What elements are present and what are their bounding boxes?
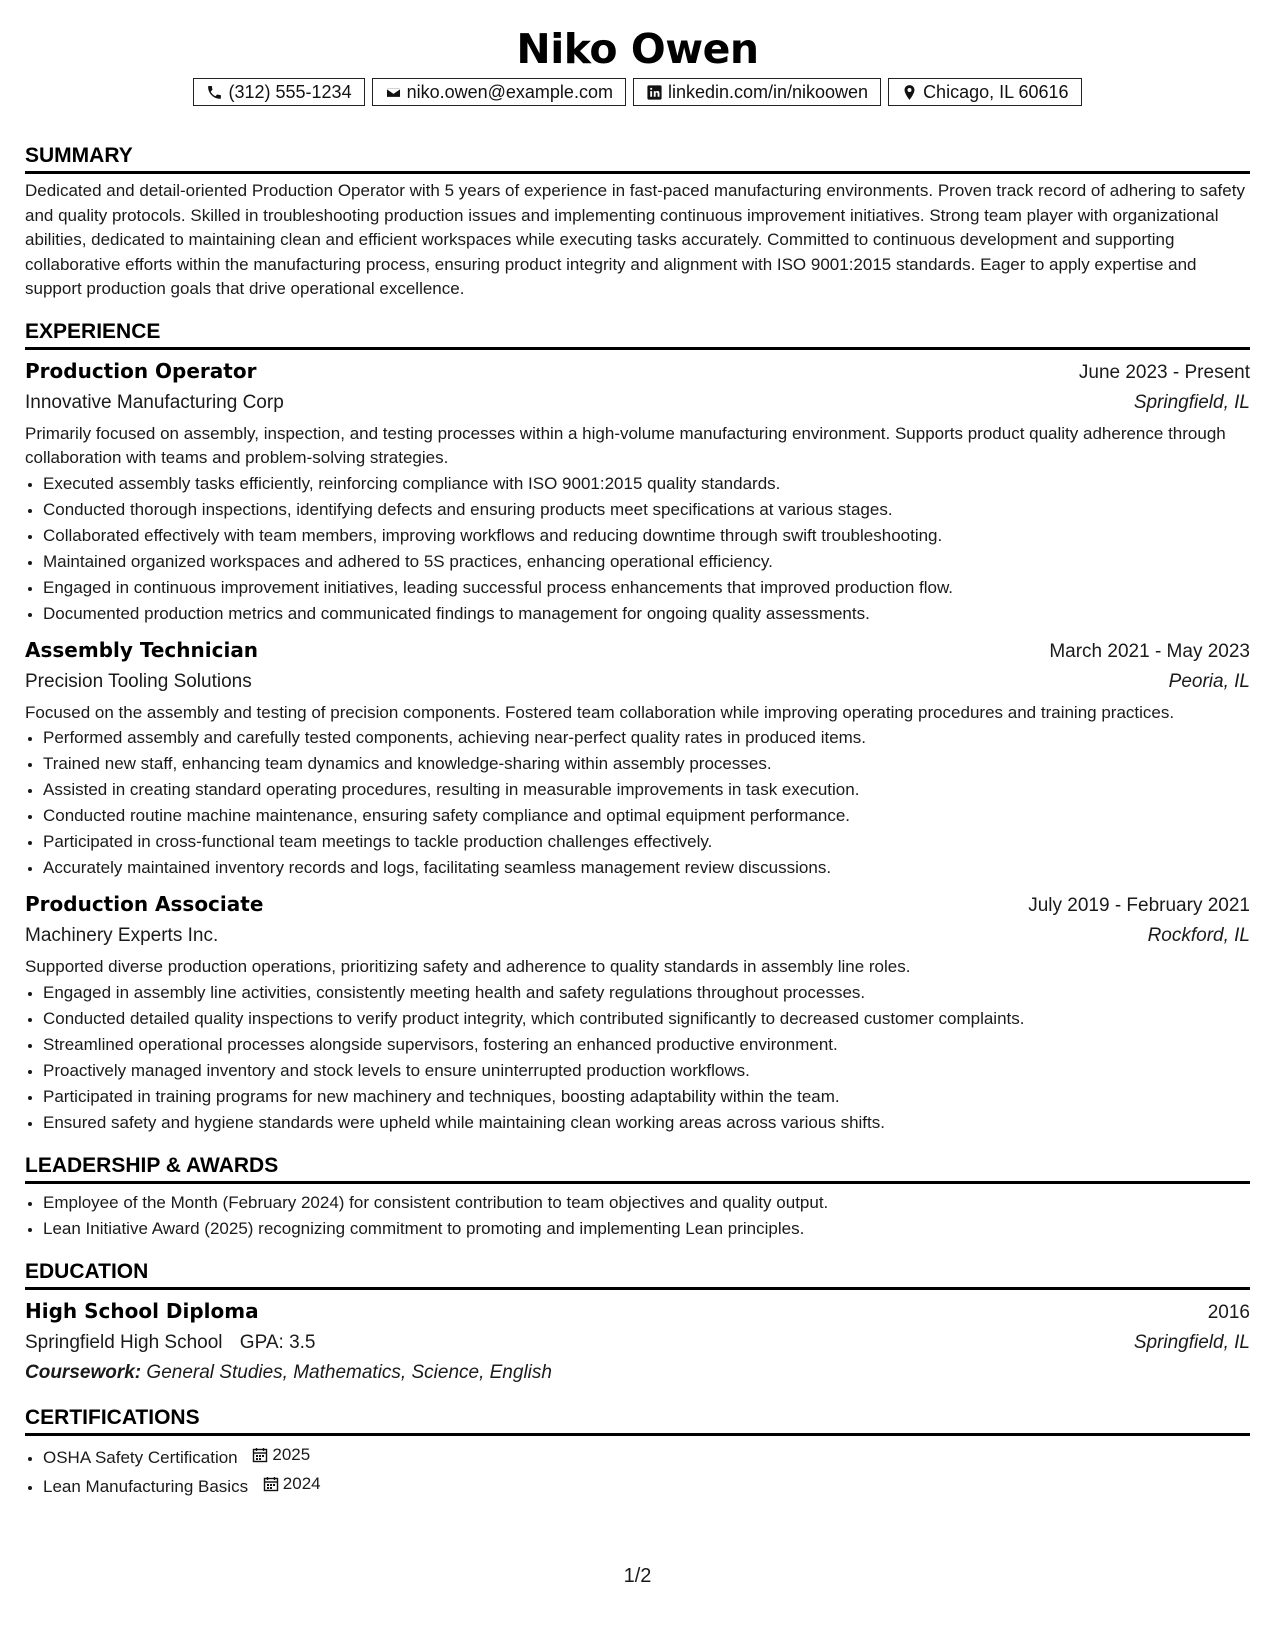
job-entry (25, 889, 1250, 1136)
job-bullets (25, 471, 1250, 627)
list-item: • Ensured safety and hygiene standards were upheld while maintaining clean working areas across various shifts. (43, 1110, 1250, 1136)
school-name: Springfield High School (25, 1331, 223, 1353)
gpa: GPA: 3.5 (239, 1331, 316, 1353)
list-item: • Maintained organized workspaces and adhered to 5S practices, enhancing operational efficiency. (43, 549, 1250, 575)
job-company: Precision Tooling Solutions (25, 670, 252, 692)
job-entry (25, 635, 1250, 882)
job-description: Supported diverse production operations, prioritizing safety and adherence to quality standards in assembly line roles. (25, 957, 911, 976)
list-item: • Executed assembly tasks efficiently, reinforcing compliance with ISO 9001:2015 quality standards. (43, 471, 1250, 497)
certification-year: 2025 (272, 1444, 311, 1464)
section-title-leadership: LEADERSHIP & AWARDS (25, 1150, 1250, 1184)
certification-year: 2024 (282, 1473, 321, 1493)
job-title: Production Associate (25, 892, 264, 916)
list-item: • Employee of the Month (February 2024) for consistent contribution to team objectives and quality output. (43, 1190, 1250, 1216)
list-item (43, 1471, 1250, 1500)
section-title-summary: SUMMARY (25, 140, 1250, 174)
envelope-icon (385, 84, 402, 101)
contact-phone[interactable] (193, 78, 364, 106)
leadership-section (25, 1150, 1250, 1242)
job-dates: June 2023 - Present (1078, 361, 1250, 383)
list-item: • Performed assembly and carefully tested components, achieving near-perfect quality rates in produced items. (43, 725, 1250, 751)
job-location: Rockford, IL (1147, 925, 1250, 946)
resume-page (25, 0, 1250, 1500)
job-entry (25, 356, 1250, 627)
coursework: General Studies, Mathematics, Science, English (146, 1361, 552, 1383)
calendar-icon (263, 1476, 279, 1492)
linkedin-icon (646, 84, 663, 101)
experience-section (25, 316, 1250, 1136)
list-item: • Conducted detailed quality inspections to verify product integrity, which contributed significantly to decreased customer complaints. (43, 1006, 1250, 1032)
job-bullets (25, 725, 1250, 881)
contact-phone-text: (312) 555-1234 (228, 81, 352, 102)
job-title: Assembly Technician (25, 637, 259, 662)
phone-icon (206, 84, 223, 101)
certification-name: OSHA Safety Certification (43, 1447, 238, 1467)
list-item: • Documented production metrics and communicated findings to management for ongoing quality assessments. (43, 601, 1250, 627)
candidate-name: Niko Owen (516, 25, 759, 73)
list-item: • Accurately maintained inventory records and logs, facilitating seamless management review discussions. (43, 855, 1250, 881)
job-dates: July 2019 - February 2021 (1028, 895, 1250, 916)
list-item: • Proactively managed inventory and stock levels to ensure uninterrupted production workflows. (43, 1058, 1250, 1084)
job-title: Production Operator (25, 358, 257, 383)
list-item: • Engaged in continuous improvement initiatives, leading successful process enhancements that improved production flow. (43, 575, 1250, 601)
list-item (43, 1442, 1250, 1471)
section-title-education: EDUCATION (25, 1256, 1250, 1290)
list-item: • Streamlined operational processes alongside supervisors, fostering an enhanced productive environment. (43, 1032, 1250, 1058)
job-company: Machinery Experts Inc. (25, 925, 219, 946)
list-item: • Assisted in creating standard operating procedures, resulting in measurable improvements in task execution. (43, 777, 1250, 803)
job-location: Peoria, IL (1168, 670, 1250, 692)
certifications-list (25, 1442, 1250, 1500)
degree: High School Diploma (25, 1298, 259, 1323)
contact-email-text: niko.owen@example.com (406, 81, 613, 102)
job-bullets (25, 980, 1250, 1136)
contact-bar (25, 78, 1250, 106)
list-item: • Participated in cross-functional team meetings to tackle production challenges effectively. (43, 829, 1250, 855)
list-item: • Collaborated effectively with team members, improving workflows and reducing downtime through swift troubleshooting. (43, 523, 1250, 549)
list-item: • Lean Initiative Award (2025) recognizing commitment to promoting and implementing Lean principles. (43, 1216, 1250, 1242)
calendar-icon (252, 1447, 268, 1463)
section-title-certifications: CERTIFICATIONS (25, 1402, 1250, 1436)
education-section (25, 1256, 1250, 1388)
contact-location[interactable] (888, 78, 1081, 106)
certifications-section (25, 1402, 1250, 1500)
contact-location-text: Chicago, IL 60616 (923, 81, 1069, 102)
page-number: 1/2 (623, 1565, 652, 1587)
graduation-year: 2016 (1207, 1301, 1250, 1323)
job-description: Primarily focused on assembly, inspection, and testing processes within a high-volume manufacturing environment. Supports product quality adherence through collaboration with teams and problem-solving strategies. (25, 423, 1226, 467)
job-dates: March 2021 - May 2023 (1049, 640, 1250, 662)
job-company: Innovative Manufacturing Corp (25, 391, 284, 413)
job-location: Springfield, IL (1133, 391, 1250, 413)
map-pin-icon (901, 84, 918, 101)
coursework-label: Coursework: (25, 1361, 142, 1383)
list-item: • Participated in training programs for new machinery and techniques, boosting adaptability within the team. (43, 1084, 1250, 1110)
summary-section (25, 140, 1250, 302)
awards-list (25, 1190, 1250, 1242)
certification-name: Lean Manufacturing Basics (43, 1476, 249, 1496)
school-location: Springfield, IL (1133, 1331, 1250, 1353)
contact-linkedin-text: linkedin.com/in/nikoowen (667, 81, 869, 102)
section-title-experience: EXPERIENCE (25, 316, 1250, 350)
list-item: • Engaged in assembly line activities, consistently meeting health and safety regulations throughout processes. (43, 980, 1250, 1006)
summary-text: Dedicated and detail-oriented Production Operator with 5 years of experience in fast-paced manufacturing environments. Proven track record of adhering to safety and quality protocols. Skilled in troubleshooting production issues and implementing continuous improvement initiatives. Strong team player with organizational abilities, dedicated to maintaining clean and efficient workspaces while executing tasks accurately. Committed to continuous development and supporting collaborative efforts within the manufacturing process, ensuring product integrity and alignment with ISO 9001:2015 standards. Eager to apply expertise and support production goals that drive operational excellence. (25, 181, 1245, 298)
job-description: Focused on the assembly and testing of precision components. Fostered team collaboration while improving operating procedures and training practices. (25, 702, 1175, 722)
list-item: • Conducted thorough inspections, identifying defects and ensuring products meet specifications at various stages. (43, 497, 1250, 523)
list-item: • Trained new staff, enhancing team dynamics and knowledge-sharing within assembly processes. (43, 751, 1250, 777)
contact-linkedin[interactable] (633, 78, 881, 106)
list-item: • Conducted routine machine maintenance, ensuring safety compliance and optimal equipment performance. (43, 803, 1250, 829)
contact-email[interactable] (372, 78, 626, 106)
